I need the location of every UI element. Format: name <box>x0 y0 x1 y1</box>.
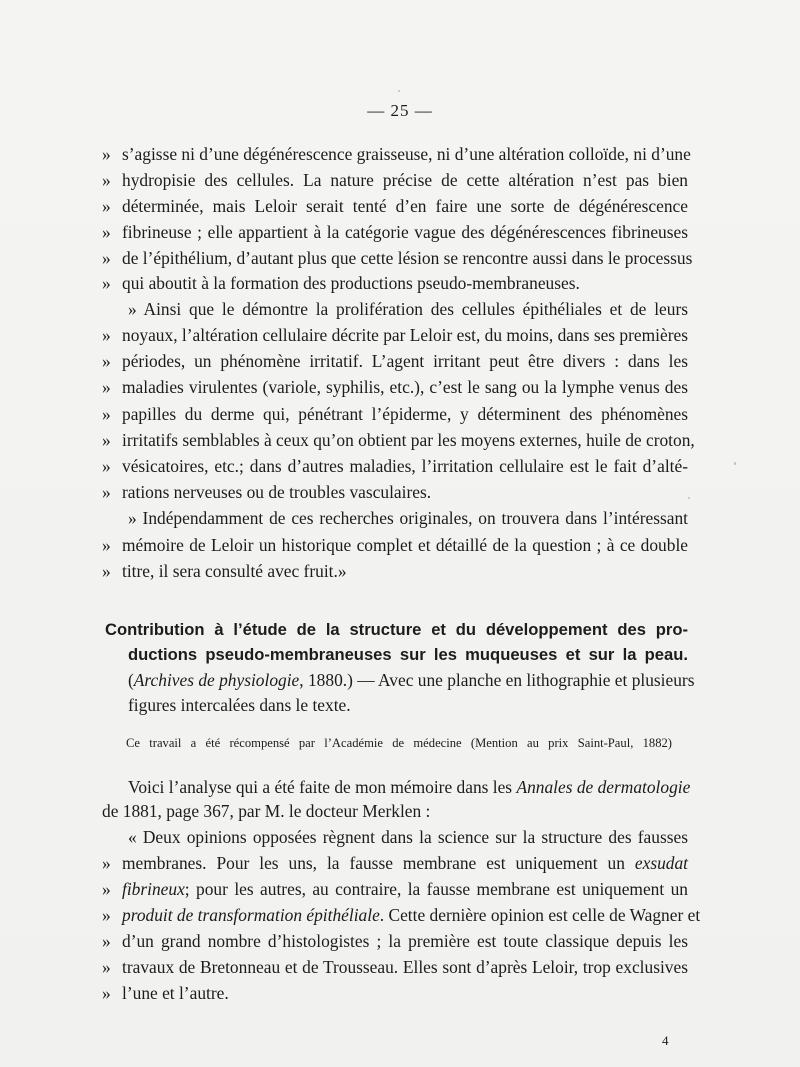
text-line: » mémoire de Leloir un historique complet et détaillé de la question ; à ce double <box>102 535 688 555</box>
text-line: » fibrineux; pour les autres, au contraire, la fausse membrane est uniquement un <box>102 879 688 899</box>
reference-line: (Archives de physiologie, 1880.) — Avec une planche en lithographie et plusieurs <box>128 670 695 690</box>
produit-term: produit de transformation épithéliale <box>122 905 380 925</box>
paragraph-first-line: » Ainsi que le démontre la prolifération des cellules épithéliales et de leurs <box>128 299 688 319</box>
text-line: » de l’épithélium, d’autant plus que cette lésion se rencontre aussi dans le processus <box>102 248 693 268</box>
text-line: » noyaux, l’altération cellulaire décrite par Leloir est, du moins, dans ses premières <box>102 325 688 345</box>
exsudat-term: exsudat <box>634 853 688 873</box>
text-line: » fibrineuse ; elle appartient à la catégorie vague des dégénérescences fibrineuses <box>102 222 688 242</box>
paper-speck <box>398 90 400 92</box>
text-line: » travaux de Bretonneau et de Trousseau. Elles sont d’après Leloir, trop exclusives <box>102 957 688 977</box>
paragraph-first-line: » Indépendamment de ces recherches originales, on trouvera dans l’intéressant <box>128 508 688 528</box>
text-line: de 1881, page 367, par M. le docteur Merklen : <box>102 801 431 821</box>
text-line: » qui aboutit à la formation des productions pseudo-membraneuses. <box>102 273 580 293</box>
text-line: Voici l’analyse qui a été faite de mon mémoire dans les Annales de dermatologie <box>128 777 691 797</box>
text-line: » membranes. Pour les uns, la fausse membrane est uniquement un exsudat <box>102 853 688 873</box>
text-line: » papilles du derme qui, pénétrant l’épiderme, y déterminent des phénomènes <box>102 404 688 424</box>
text-line: » maladies virulentes (variole, syphilis, etc.), c’est le sang ou la lymphe venus des <box>102 377 688 397</box>
journal-title: Archives de physiologie <box>133 670 300 690</box>
annales-title: Annales de dermatologie <box>516 777 691 797</box>
award-note: Ce travail a été récompensé par l’Académie de médecine (Mention au prix Saint-Paul, 1882) <box>126 736 672 750</box>
heading-line: ductions pseudo-membraneuses sur les muqueuses et sur la peau. <box>128 645 688 664</box>
fibrineux-term: fibrineux <box>122 879 185 899</box>
text-line: » rations nerveuses ou de troubles vasculaires. <box>102 482 432 502</box>
text-line: » s’agisse ni d’une dégénérescence graisseuse, ni d’une altération colloïde, ni d’une <box>102 144 691 164</box>
folio-mark: 4 <box>662 1033 669 1048</box>
text-line: » vésicatoires, etc.; dans d’autres maladies, l’irritation cellulaire est le fait d’alté- <box>102 456 688 476</box>
text-line: » hydropisie des cellules. La nature précise de cette altération n’est pas bien <box>102 170 688 190</box>
reference-line: figures intercalées dans le texte. <box>128 695 351 715</box>
text-line: » déterminée, mais Leloir serait tenté d’en faire une sorte de dégénérescence <box>102 196 688 216</box>
text-line: » l’une et l’autre. <box>102 983 229 1003</box>
text-line: » d’un grand nombre d’histologistes ; la première est toute classique depuis les <box>102 931 688 951</box>
text-line: » périodes, un phénomène irritatif. L’agent irritant peut être divers : dans les <box>102 351 688 371</box>
text-line: » produit de transformation épithéliale. Cette dernière opinion est celle de Wagner et <box>102 905 701 925</box>
heading-line: Contribution à l’étude de la structure et du développement des pro- <box>105 620 688 639</box>
text-line: » irritatifs semblables à ceux qu’on obtient par les moyens externes, huile de croton, <box>102 430 695 450</box>
paragraph-first-line: « Deux opinions opposées règnent dans la science sur la structure des fausses <box>128 827 688 847</box>
paper-speck <box>688 497 690 499</box>
paper-speck <box>734 462 736 465</box>
page-number: — 25 — <box>367 101 433 120</box>
text-line: » titre, il sera consulté avec fruit.» <box>102 561 347 581</box>
